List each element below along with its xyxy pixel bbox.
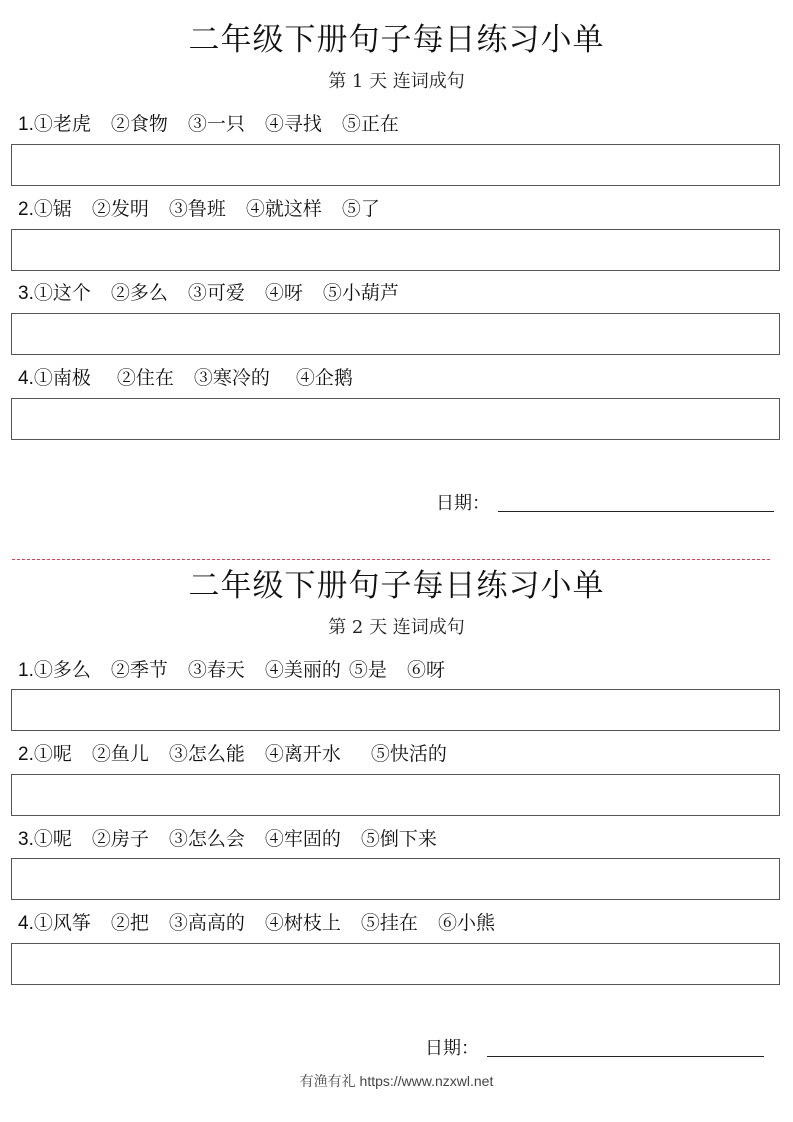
- sheet1-answer-box-4[interactable]: [11, 398, 780, 440]
- word-option: ⑤倒下来: [360, 828, 437, 850]
- sheet2-date-field[interactable]: [487, 1056, 764, 1057]
- word-option: ②把: [110, 912, 149, 934]
- word-option: ④呀: [264, 282, 303, 304]
- cut-line-divider: [12, 559, 770, 560]
- sheet2-answer-box-2[interactable]: [11, 774, 780, 816]
- sheet2-date-label: 日期：: [425, 1038, 479, 1059]
- word-option: ①这个: [33, 282, 91, 304]
- footer-watermark-text: 有渔有礼 https://www.nzxwl.net: [299, 1073, 494, 1089]
- sheet2-title: 二年级下册句子每日练习小单: [188, 568, 605, 604]
- word-option: ①南极: [33, 367, 91, 389]
- word-option: ⑥小熊: [437, 912, 495, 934]
- word-option: ①风筝: [33, 912, 91, 934]
- word-option: ②房子: [91, 828, 149, 850]
- word-option: ⑥呀: [406, 659, 445, 681]
- sheet2-question-1: [18, 657, 445, 684]
- word-option: ④企鹅: [295, 367, 353, 389]
- word-option: ④离开水: [264, 743, 341, 765]
- sheet1-date-field[interactable]: [498, 511, 774, 512]
- question-number: 2.: [18, 199, 34, 220]
- sheet1-title: 二年级下册句子每日练习小单: [188, 22, 605, 58]
- word-option: ③怎么能: [168, 743, 245, 765]
- word-option: ⑤正在: [341, 113, 399, 135]
- sheet1-answer-box-1[interactable]: [11, 144, 780, 186]
- sheet1-answer-box-3[interactable]: [11, 313, 780, 355]
- question-number: 1.: [18, 114, 34, 135]
- word-option: ⑤挂在: [360, 912, 418, 934]
- word-option: ④树枝上: [264, 912, 341, 934]
- question-number: 3.: [18, 283, 34, 304]
- word-option: ②发明: [91, 198, 149, 220]
- word-option: ①呢: [33, 828, 72, 850]
- sheet1-date-label: 日期：: [436, 493, 490, 514]
- word-option: ①多么: [33, 659, 91, 681]
- word-option: ②住在: [116, 367, 174, 389]
- word-option: ②季节: [110, 659, 168, 681]
- word-option: ④就这样: [245, 198, 322, 220]
- word-option: ④美丽的: [264, 659, 341, 681]
- sheet2-answer-box-4[interactable]: [11, 943, 780, 985]
- sheet1-question-2: [18, 196, 380, 223]
- question-number: 3.: [18, 829, 34, 850]
- sheet2-question-2: [18, 741, 447, 768]
- sheet2-question-4: [18, 910, 495, 937]
- word-option: ①老虎: [33, 113, 91, 135]
- word-option: ③高高的: [168, 912, 245, 934]
- word-option: ①呢: [33, 743, 72, 765]
- question-number: 4.: [18, 368, 34, 389]
- sheet1-question-4: [18, 365, 353, 392]
- sheet2-answer-box-3[interactable]: [11, 858, 780, 900]
- sheet2-question-3: [18, 826, 437, 853]
- sheet2-subtitle: 第 2 天 连词成句: [328, 617, 465, 638]
- word-option: ②多么: [110, 282, 168, 304]
- word-option: ⑤是: [348, 659, 387, 681]
- word-option: ④寻找: [264, 113, 322, 135]
- word-option: ③寒冷的: [193, 367, 270, 389]
- word-option: ②鱼儿: [91, 743, 149, 765]
- word-option: ③可爱: [187, 282, 245, 304]
- word-option: ③一只: [187, 113, 245, 135]
- word-option: ⑤快活的: [370, 743, 447, 765]
- word-option: ③春天: [187, 659, 245, 681]
- sheet1-question-1: [18, 111, 399, 138]
- word-option: ④牢固的: [264, 828, 341, 850]
- sheet1-subtitle: 第 1 天 连词成句: [328, 71, 465, 92]
- sheet1-answer-box-2[interactable]: [11, 229, 780, 271]
- word-option: ①锯: [33, 198, 72, 220]
- word-option: ②食物: [110, 113, 168, 135]
- sheet1-question-3: [18, 280, 399, 307]
- word-option: ⑤小葫芦: [322, 282, 399, 304]
- word-option: ③鲁班: [168, 198, 226, 220]
- question-number: 4.: [18, 913, 34, 934]
- sheet2-answer-box-1[interactable]: [11, 689, 780, 731]
- question-number: 1.: [18, 660, 34, 681]
- word-option: ⑤了: [341, 198, 380, 220]
- question-number: 2.: [18, 744, 34, 765]
- word-option: ③怎么会: [168, 828, 245, 850]
